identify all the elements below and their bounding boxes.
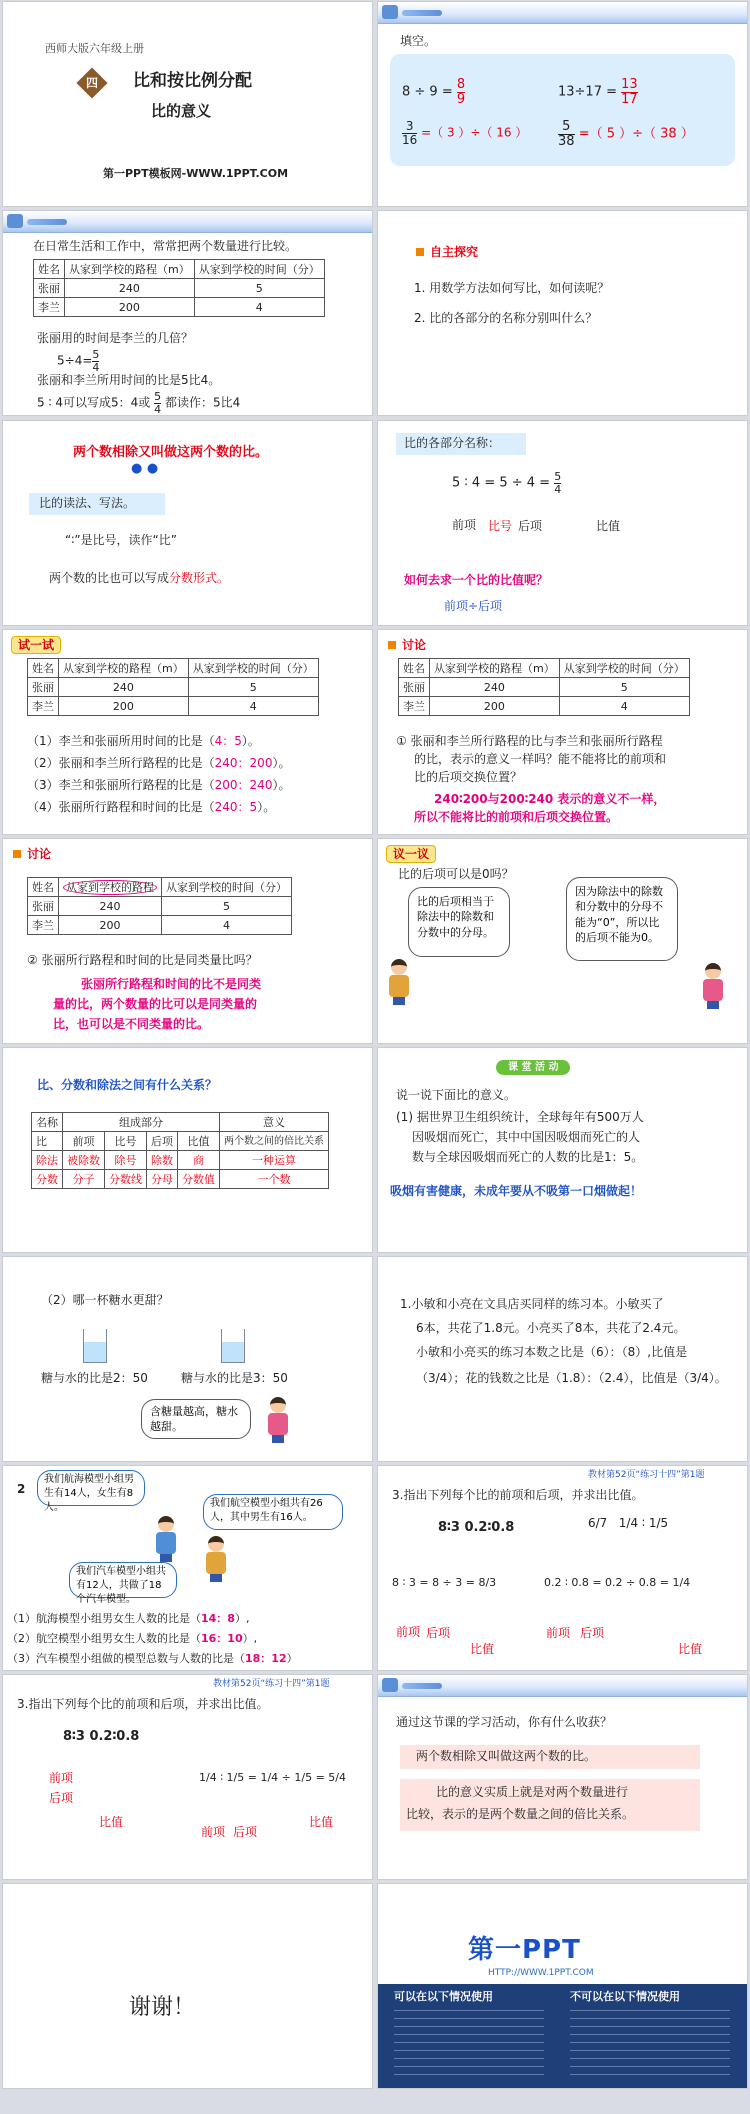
ratio-note: 5 ∶ 4可以写成5：4或 $\frac{5}{4}$ 都读作：5比4 bbox=[37, 390, 241, 416]
girl-illustration bbox=[700, 963, 726, 1009]
question-line-1: ① 张丽和李兰所行路程的比与李兰和张丽所行路程 bbox=[396, 734, 663, 748]
textbook-ref: 教材第52页“练习十四”第1题 bbox=[213, 1679, 330, 1689]
slide-definition bbox=[2, 420, 373, 626]
answer-line-3: 比，也可以是不同类量的比。 bbox=[53, 1017, 210, 1031]
label-back: 后项 bbox=[426, 1626, 451, 1640]
answer-2: （2）张丽和李兰所行路程的比是（240：200）。 bbox=[27, 756, 291, 770]
question-line-2: 的比，表示的意义一样吗？能不能将比的前项和 bbox=[414, 752, 667, 766]
tag-text: 比的各部分名称： bbox=[404, 436, 501, 450]
summary-line-2: 比的意义实质上就是对两个数量进行 bbox=[436, 1785, 629, 1799]
slide-fill-blank bbox=[377, 1, 748, 207]
slide-summary bbox=[377, 1674, 748, 1880]
cup-right bbox=[221, 1329, 245, 1363]
question: ② 张丽所行路程和时间的比是同类量比吗？ bbox=[27, 953, 258, 967]
cup-left bbox=[83, 1329, 107, 1363]
slide-title bbox=[2, 1, 373, 207]
answer-line-2: 所以不能将比的前项和后项交换位置。 bbox=[414, 810, 619, 824]
answer-line-2: 量的比，两个数量的比可以是同类量的 bbox=[53, 997, 258, 1011]
ratio-items: 8∶3 0.2∶0.8 bbox=[63, 1729, 140, 1744]
label-back-2: 后项 bbox=[233, 1825, 258, 1839]
exercise-line-1: 1.小敏和小亮在文具店买同样的练习本。小敏买了 bbox=[400, 1297, 664, 1311]
summary-line-1: 两个数相除又叫做这两个数的比。 bbox=[416, 1749, 597, 1763]
lesson-title: 比和按比例分配 bbox=[133, 71, 252, 91]
question-line-3: 比的后项交换位置？ bbox=[414, 770, 523, 784]
answer-3: （3）汽车模型小组做的模型总数与人数的比是（18：12） bbox=[7, 1652, 298, 1665]
label-back: 后项 bbox=[49, 1791, 74, 1805]
colon-note: “∶”是比号，读作“比” bbox=[65, 533, 177, 547]
slogan: 吸烟有害健康，未成年要从不吸第一口烟做起！ bbox=[390, 1184, 643, 1198]
header-dots bbox=[402, 1683, 442, 1689]
label-colon: 比号 bbox=[488, 519, 513, 533]
question: 3.指出下列每个比的前项和后项，并求出比值。 bbox=[392, 1488, 644, 1502]
speech-bubble: 含糖量越高，糖水越甜。 bbox=[141, 1399, 251, 1439]
tag-try: 试一试 bbox=[11, 636, 61, 654]
girl-illustration bbox=[265, 1397, 291, 1443]
slide-explore bbox=[377, 210, 748, 416]
slide-header bbox=[378, 2, 747, 24]
answer-4: （4）张丽所行路程和时间的比是（240：5）。 bbox=[27, 800, 276, 814]
activity-tag: 课 堂 活 动 bbox=[496, 1060, 570, 1075]
question-2: 2. 比的各部分的名称分别叫什么？ bbox=[414, 311, 598, 325]
label-value-2: 比值 bbox=[678, 1642, 703, 1656]
slide-try bbox=[2, 629, 373, 835]
emphasis-dots: ● ● bbox=[131, 461, 159, 476]
definition: 两个数相除又叫做这两个数的比。 bbox=[73, 445, 269, 460]
answer-line-1: 张丽所行路程和时间的比不是同类 bbox=[81, 977, 262, 991]
slide-discuss-2 bbox=[2, 838, 373, 1044]
answer-box bbox=[390, 54, 735, 166]
answer-1: （1）李兰和张丽所用时间的比是（4：5）。 bbox=[27, 734, 260, 748]
thanks-text: 谢谢！ bbox=[129, 1995, 196, 2020]
data-table: 姓名 从家到学校的路程（m） 从家到学校的时间（分） 张丽 240 5 李兰 200 4 bbox=[33, 259, 325, 317]
ratio-items: 8∶3 0.2∶0.8 bbox=[438, 1520, 515, 1535]
data-table: 姓名 从家到学校的路程（m） 从家到学校的时间（分） 张丽 240 5 李兰 200 4 bbox=[27, 658, 319, 716]
slide-icon bbox=[382, 5, 398, 19]
summary-line-3: 比较，表示的是两个数量之间的倍比关系。 bbox=[406, 1807, 635, 1821]
question-1: 1. 用数学方法如何写比，如何读呢？ bbox=[414, 281, 610, 295]
slide-parts bbox=[377, 420, 748, 626]
slide-think bbox=[377, 838, 748, 1044]
fraction-note: 两个数的比也可以写成分数形式。 bbox=[49, 571, 230, 585]
brand-logo: 第一PPT bbox=[468, 1935, 581, 1965]
expr-3: $\frac{3}{16}$ =（ 3 ）÷（ 16 ） bbox=[402, 119, 528, 147]
forbidden-heading: 不可以在以下情况使用 bbox=[570, 1990, 680, 2003]
label-front: 前项 bbox=[396, 1625, 421, 1639]
paragraph-line-3: 数与全球因吸烟而死亡的人数的比是1：5。 bbox=[412, 1150, 644, 1164]
lesson-subtitle: 比的意义 bbox=[151, 102, 212, 120]
speech-bubble-left: 比的后项相当于除法中的除数和分数中的分母。 bbox=[408, 887, 510, 957]
expr-4: $\frac{5}{38}$ =（ 5 ）÷（ 38 ） bbox=[558, 119, 694, 149]
slide-icon bbox=[7, 214, 23, 228]
answer: 前项÷后项 bbox=[444, 599, 503, 613]
section-heading: 讨论 bbox=[388, 636, 426, 653]
exercise-line-4: （3/4）；花的钱数之比是（1.8）：（2.4），比值是（3/4）。 bbox=[416, 1371, 727, 1385]
lead-text: 说一说下面比的意义。 bbox=[396, 1088, 517, 1102]
lead-text: 填空。 bbox=[400, 34, 437, 48]
label-back-2: 后项 bbox=[580, 1626, 605, 1640]
label-front: 前项 bbox=[452, 518, 477, 532]
label-front-2: 前项 bbox=[201, 1825, 226, 1839]
relation-table: 名称 组成部分 意义 比 前项 比号 后项 比值 两个数之间的倍比关系 除法 被除数 除号 除数 商 一种运算 分数 分子 分数线 分母 分数值 一个数 bbox=[31, 1112, 329, 1189]
header-dots bbox=[27, 219, 67, 225]
slide-exercise-3b bbox=[2, 1674, 373, 1880]
unit-badge: 四 bbox=[76, 67, 107, 98]
question: 3.指出下列每个比的前项和后项，并求出比值。 bbox=[17, 1697, 269, 1711]
header-dots bbox=[402, 10, 442, 16]
slide-header bbox=[3, 211, 372, 233]
slide-exercise-3a bbox=[377, 1465, 748, 1671]
site-label: 第一PPT模板网-WWW.1PPT.COM bbox=[103, 167, 289, 180]
tag-think: 议一议 bbox=[386, 845, 436, 863]
answer-1: （1）航海模型小组男女生人数的比是（14：8）, bbox=[7, 1612, 250, 1625]
slide-compare bbox=[2, 210, 373, 416]
label-value: 比值 bbox=[470, 1642, 495, 1656]
tag-text: 比的读法、写法。 bbox=[39, 496, 136, 510]
slide-header bbox=[378, 1675, 747, 1697]
slide-sweetness bbox=[2, 1256, 373, 1462]
bubble-air-group: 我们航空模型小组共有26人，其中男生有16人。 bbox=[203, 1494, 343, 1530]
division-eq: 5÷4= $\frac{5}{4}$ bbox=[57, 348, 100, 374]
boy-illustration bbox=[386, 959, 412, 1005]
calc-3: 1/4 ∶ 1/5 = 1/4 ÷ 1/5 = 5/4 bbox=[199, 1771, 347, 1784]
allowed-heading: 可以在以下情况使用 bbox=[394, 1990, 493, 2003]
ratio-eq: 5 ∶ 4 = 5 ÷ 4 = $\frac{5}{4}$ bbox=[452, 470, 562, 496]
question: 通过这节课的学习活动，你有什么收获？ bbox=[396, 1715, 613, 1729]
bubble-car-group: 我们汽车模型小组共有12人，共做了18个汽车模型。 bbox=[69, 1562, 177, 1598]
lead-text: 在日常生活和工作中，常常把两个数量进行比较。 bbox=[33, 239, 298, 253]
section-heading: 自主探究 bbox=[416, 243, 478, 260]
textbook-ref: 教材第52页“练习十四”第1题 bbox=[588, 1470, 705, 1480]
question: 比、分数和除法之间有什么关系？ bbox=[37, 1078, 218, 1092]
ratio-sentence: 张丽和李兰所用时间的比是5比4。 bbox=[37, 373, 221, 387]
question: 如何去求一个比的比值呢？ bbox=[404, 573, 549, 587]
label-value-2: 比值 bbox=[309, 1815, 334, 1829]
label-front-2: 前项 bbox=[546, 1626, 571, 1640]
paragraph-line-1: (1) 据世界卫生组织统计，全球每年有500万人 bbox=[396, 1110, 644, 1124]
label-value: 比值 bbox=[99, 1815, 124, 1829]
slide-thanks bbox=[2, 1883, 373, 2089]
slide-credits bbox=[377, 1883, 748, 2089]
slide-discuss-1 bbox=[377, 629, 748, 835]
forbidden-list bbox=[570, 2010, 730, 2080]
expr-2: 13÷17 = $\frac{13}{17}$ bbox=[558, 77, 638, 107]
students-illustration-2 bbox=[203, 1536, 229, 1582]
label-back: 后项 bbox=[518, 519, 543, 533]
exercise-number: 2 bbox=[17, 1482, 26, 1496]
answer-line-1: 240∶200与200∶240 表示的意义不一样， bbox=[434, 792, 666, 806]
cup-left-ratio: 糖与水的比是2：50 bbox=[41, 1371, 148, 1385]
slide-activity bbox=[377, 1047, 748, 1253]
question: 比的后项可以是0吗？ bbox=[398, 867, 514, 881]
cup-right-ratio: 糖与水的比是3：50 bbox=[181, 1371, 288, 1385]
expr-1: 8 ÷ 9 = $\frac{8}{9}$ bbox=[402, 77, 466, 107]
calc-1: 8 ∶ 3 = 8 ÷ 3 = 8/3 bbox=[392, 1576, 497, 1589]
exercise-line-3: 小敏和小亮买的练习本数之比是（6）：（8）,比值是 bbox=[416, 1345, 688, 1359]
slide-relation bbox=[2, 1047, 373, 1253]
label-front: 前项 bbox=[49, 1771, 74, 1785]
slide-exercise-1 bbox=[377, 1256, 748, 1462]
slide-icon bbox=[382, 1678, 398, 1692]
section-heading: 讨论 bbox=[13, 845, 51, 862]
question: 张丽用的时间是李兰的几倍？ bbox=[37, 331, 194, 345]
data-table: 姓名 从家到学校的路程（m） 从家到学校的时间（分） 张丽 240 5 李兰 200 4 bbox=[398, 658, 690, 716]
students-illustration bbox=[153, 1516, 179, 1562]
speech-bubble-right: 因为除法中的除数和分数中的分母不能为“0”，所以比的后项不能为0。 bbox=[566, 877, 678, 961]
brand-url: HTTP://WWW.1PPT.COM bbox=[488, 1968, 594, 1978]
bubble-navy-group: 我们航海模型小组男生有14人，女生有8人。 bbox=[37, 1470, 145, 1506]
answer-3: （3）李兰和张丽所行路程的比是（200：240）。 bbox=[27, 778, 291, 792]
answer-2: （2）航空模型小组男女生人数的比是（16：10）, bbox=[7, 1632, 258, 1645]
calc-2: 0.2 ∶ 0.8 = 0.2 ÷ 0.8 = 1/4 bbox=[544, 1576, 691, 1589]
ratio-item-fraction: 6/7 1/4 ∶ 1/5 bbox=[588, 1516, 669, 1530]
question: （2）哪一杯糖水更甜？ bbox=[41, 1293, 169, 1307]
data-table: 姓名 从家到学校的路程 从家到学校的时间（分） 张丽 240 5 李兰 200 4 bbox=[27, 877, 292, 935]
label-value: 比值 bbox=[596, 519, 621, 533]
allowed-list bbox=[394, 2010, 544, 2080]
slide-models bbox=[2, 1465, 373, 1671]
publisher-label: 西师大版六年级上册 bbox=[45, 42, 144, 55]
exercise-line-2: 6本，共花了1.8元。小亮买了8本，共花了2.4元。 bbox=[416, 1321, 686, 1335]
paragraph-line-2: 因吸烟而死亡，其中中国因吸烟而死亡的人 bbox=[412, 1130, 641, 1144]
